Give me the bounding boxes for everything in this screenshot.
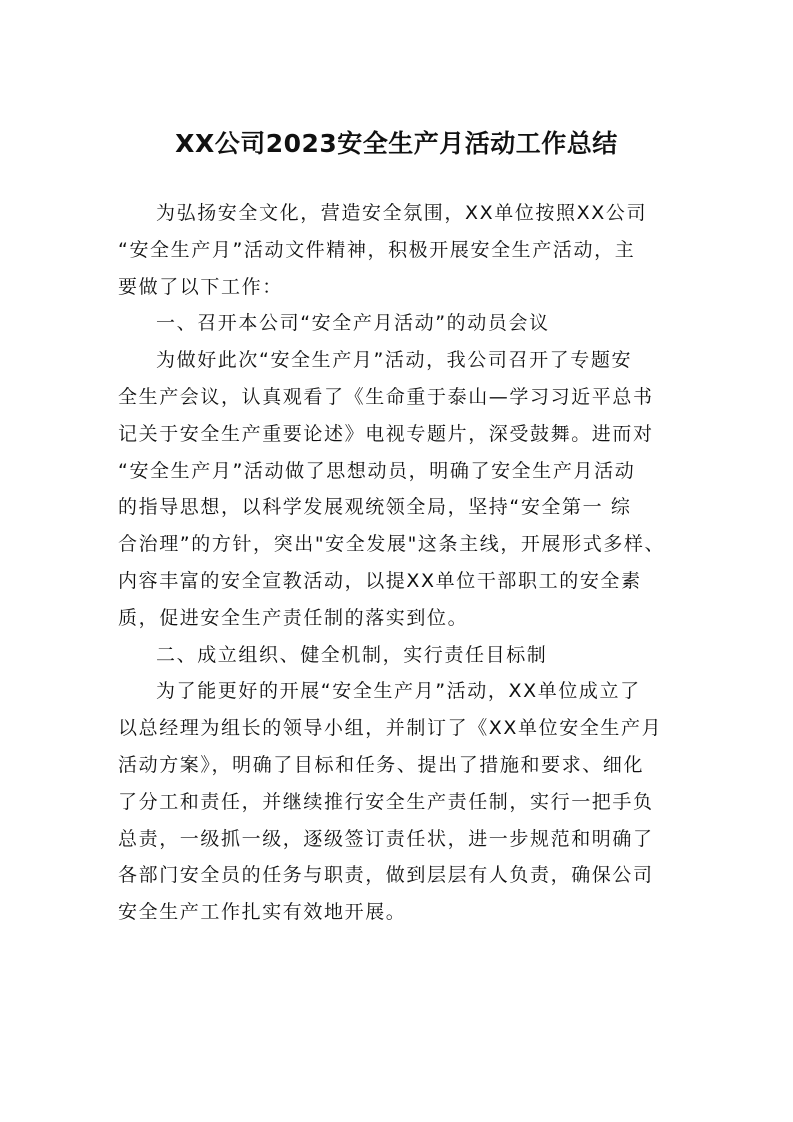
paragraph-section-1 xyxy=(118,342,678,636)
text-line: 的指导思想，以科学发展观统领全局，坚持“安全第一 综 xyxy=(118,496,632,519)
text-line: 记关于安全生产重要论述》电视专题片，深受鼓舞。进而对 xyxy=(118,422,654,445)
text-line: 总责，一级抓一级，逐级签订责任状，进一步规范和明确了 xyxy=(118,827,654,850)
text-line: 了分工和责任，并继续推行安全生产责任制，实行一把手负 xyxy=(118,790,654,813)
section-heading-2: 二、成立组织、健全机制，实行责任目标制 xyxy=(156,643,548,666)
document-title: XX公司2023安全生产月活动工作总结 xyxy=(175,129,618,158)
text-line: 安全生产工作扎实有效地开展。 xyxy=(118,901,407,924)
text-line: 为了能更好的开展“安全生产月”活动，XX单位成立了 xyxy=(156,680,641,703)
text-line: 全生产会议，认真观看了《生命重于泰山—学习习近平总书 xyxy=(118,385,654,408)
text-line: “安全生产月”活动文件精神，积极开展安全生产活动，主 xyxy=(118,238,636,261)
text-line: 内容丰富的安全宣教活动，以提XX单位干部职工的安全素 xyxy=(118,569,642,592)
text-line: “安全生产月”活动做了思想动员，明确了安全生产月活动 xyxy=(118,459,636,482)
section-heading-1: 一、召开本公司“安全产月活动”的动员会议 xyxy=(156,312,550,335)
text-line: 为做好此次“安全生产月”活动，我公司召开了专题安 xyxy=(156,349,633,372)
text-line: 活动方案》，明确了目标和任务、提出了措施和要求、细化 xyxy=(118,753,645,776)
text-line: 各部门安全员的任务与职责，做到层层有人负责，确保公司 xyxy=(118,864,654,887)
text-line: 以总经理为组长的领导小组，并制订了《XX单位安全生产月 xyxy=(118,717,663,740)
text-line: 要做了以下工作： xyxy=(118,275,283,298)
text-line: 合治理”的方针，突出"安全发展"这条主线，开展形式多样、 xyxy=(118,533,666,556)
paragraph-section-2 xyxy=(118,673,678,931)
text-line: 质，促进安全生产责任制的落实到位。 xyxy=(118,606,469,629)
document-body xyxy=(118,195,678,931)
paragraph-intro xyxy=(118,195,678,305)
text-line: 为弘扬安全文化，营造安全氛围，XX单位按照XX公司 xyxy=(156,202,648,224)
